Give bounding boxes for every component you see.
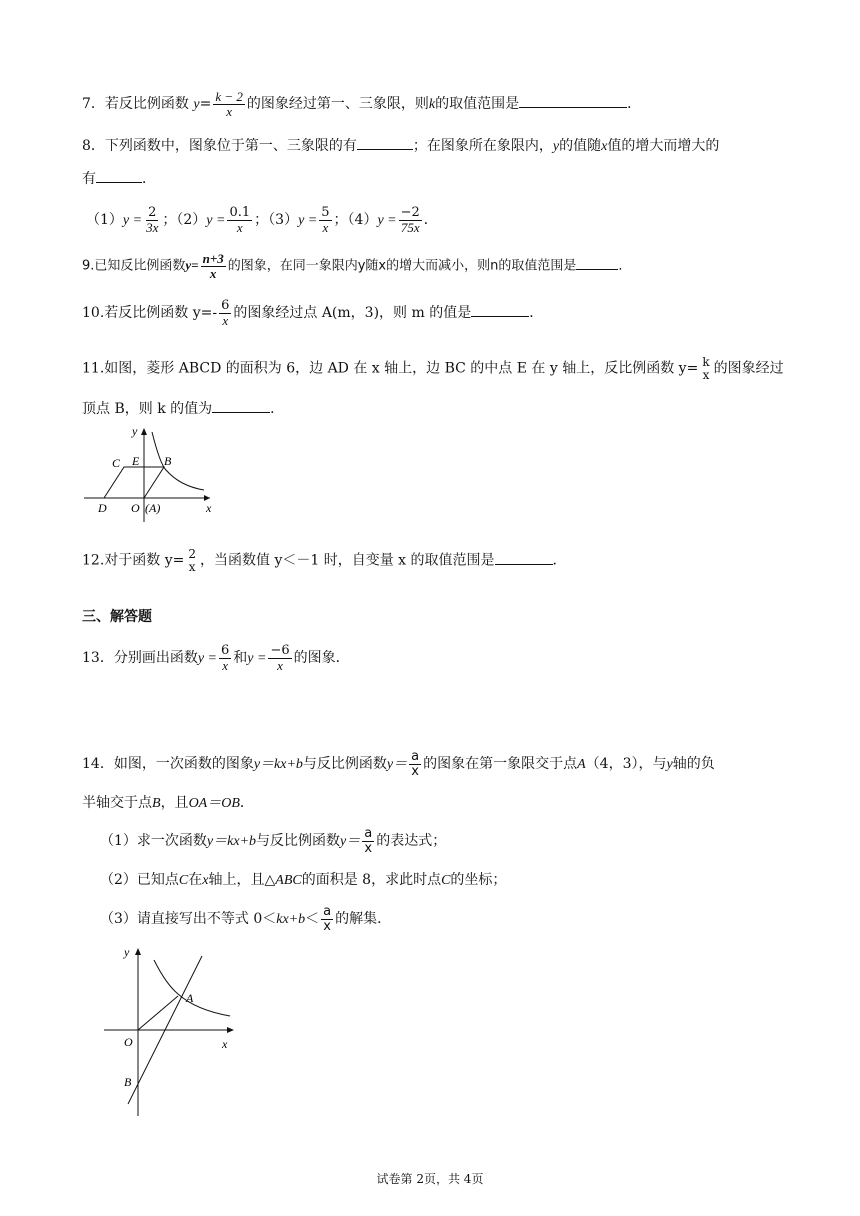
- answer-blank: [212, 398, 270, 413]
- question-8-line-1: 8．下列函数中，图象位于第一、三象限的有 ；在图象所在象限内，y的值随x值的增大而增大的: [82, 135, 719, 157]
- rhombus-figure: [84, 424, 224, 524]
- label-B: B: [164, 454, 172, 468]
- label-D: D: [98, 501, 107, 515]
- question-14-part-3: （3）请直接写出不等式 0＜kx+b＜ $\frac{a}{x}$ 的解集．: [100, 904, 392, 934]
- question-14-part-2: （2）已知点C在x轴上，且△ABC的面积是 8，求此时点C的坐标；: [100, 872, 507, 888]
- question-14-line-2: 半轴交于点B，且OA＝OB．: [82, 795, 254, 811]
- label-O: O: [124, 1035, 133, 1049]
- question-8-options: （1）y = $\frac{2}{3x}$ ；（2）y = $\frac{0.1}{x}$ ；（3）y = $\frac{5}{x}$ ；（4）y = $\frac{-2}{75x}$ ．: [86, 205, 438, 235]
- question-14-part-1: （1）求一次函数y＝kx+b与反比例函数y＝ $\frac{a}{x}$ 的表达式；: [100, 826, 447, 856]
- hyperbola-curve: [154, 960, 230, 1016]
- label-A: (A): [145, 501, 161, 515]
- label-E: E: [132, 454, 140, 468]
- label-O: O: [131, 501, 140, 515]
- answer-blank: [357, 135, 413, 150]
- question-10: 10.若反比例函数 y=- $\frac{6}{x}$ 的图象经过点 A(m，3)，则 m 的值是 ．: [82, 298, 544, 328]
- answer-blank: [495, 550, 553, 565]
- label-B: B: [124, 1075, 132, 1089]
- question-11-line-1: 11.如图，菱形 ABCD 的面积为 6，边 AD 在 x 轴上，边 BC 的中点 E 在 y 轴上，反比例函数 y= k x 的图象经过: [82, 355, 784, 382]
- hyperbola-curve: [152, 432, 204, 490]
- linear-hyperbola-figure: [100, 944, 250, 1120]
- fraction: $\frac{k - 2}{x}$: [215, 89, 243, 119]
- question-9: 9.已知反比例函数y= $\frac{n+3}{x}$ 的图象，在同一象限内y随x的增大而减小，则n的取值范围是 ．: [82, 251, 632, 281]
- section-heading: 三、解答题: [82, 609, 152, 625]
- question-12: 12.对于函数 y= 2 x ，当函数值 y＜－1 时，自变量 x 的取值范围是 ．: [82, 547, 567, 574]
- label-A: A: [186, 991, 194, 1005]
- label-C: C: [112, 456, 121, 470]
- question-13: 13．分别画出函数y = $\frac{6}{x}$ 和y = $\frac{-6}{x}$ 的图象．: [82, 643, 350, 673]
- answer-blank: [471, 302, 529, 317]
- rhombus: [104, 467, 164, 498]
- segment-OA: [138, 996, 178, 1030]
- label-y: y: [124, 945, 130, 959]
- question-7: 7．若反比例函数 y= $\frac{k - 2}{x}$ 的图象经过第一、三象限，则k的取值范围是 ．: [82, 89, 642, 119]
- page-footer: 试卷第 2页，共 4页: [376, 1172, 484, 1186]
- answer-blank: [96, 168, 142, 183]
- label-y: y: [132, 424, 138, 438]
- label-x: x: [206, 501, 212, 515]
- question-8-line-2: 有 ．: [82, 168, 156, 189]
- answer-blank: [576, 255, 618, 270]
- label-x: x: [222, 1037, 228, 1051]
- question-14-line-1: 14．如图，一次函数的图象y＝kx+b与反比例函数y＝ $\frac{a}{x}$ 的图象在第一象限交于点A（4，3），与y轴的负: [82, 749, 715, 779]
- answer-blank: [519, 93, 627, 108]
- question-11-line-2: 顶点 B，则 k 的值为 ．: [82, 398, 284, 419]
